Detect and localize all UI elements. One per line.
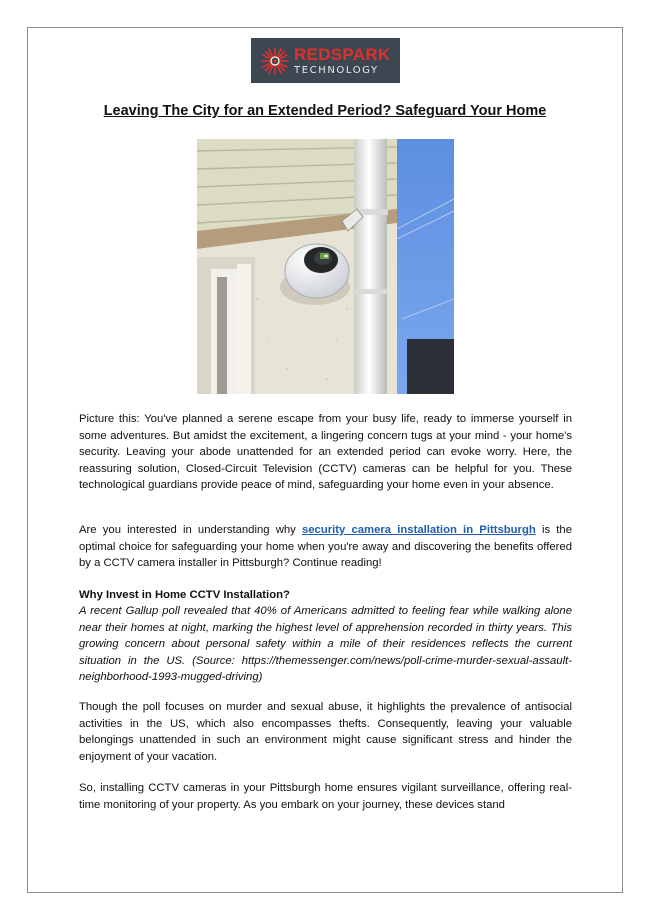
logo-subtitle: TECHNOLOGY [294,64,379,76]
poll-paragraph: Though the poll focuses on murder and sexual abuse, it highlights the prevalence of antisocial activities in the US, which also encompasses thefts. Consequently, leaving your valuable belongings unattended in such an environment might cause significant stress and hinder the enjoyment of your vacation. [79,701,572,763]
logo-word-red: RED [294,44,331,64]
security-camera-installation-link[interactable]: security camera installation in Pittsburgh [301,524,536,536]
gallup-quote: A recent Gallup poll revealed that 40% of Americans admitted to feeling fear while walking alone near their homes at night, marking the highest level of apprehension recorded in thirty years. This growing concern about personal safety within a mile of their residences reflects the current situation in the US. (Source: https://themessenger.com/news/poll-crime-murder-sexual-assault-neighborhood-1993-mugged-driving) [79,605,572,684]
logo-word-spark: SPARK [330,44,391,64]
spark-burst-icon [260,46,290,76]
interest-paragraph [79,522,572,572]
article-title: Leaving The City for an Extended Period? Safeguard Your Home [103,103,547,119]
interest-text-after: is the optimal choice for safeguarding your home when you're away and discovering the benefits offered by a CCTV camera installer in Pittsburgh? Continue reading! [79,524,572,570]
company-logo [251,38,400,83]
section-heading: Why Invest in Home CCTV Installation? [79,589,290,601]
interest-text-before: Are you interested in understanding why [79,524,302,536]
photo-illustration [197,139,454,394]
cctv-camera-photo [197,139,454,394]
intro-paragraph: Picture this: You've planned a serene escape from your busy life, ready to immerse yourself in some adventures. But amidst the excitement, a lingering concern tugs at your mind - your home's security. Leaving your abode unattended for an extended period can evoke worry. Here, the reassuring solution, Closed-Circuit Television (CCTV) cameras can be helpful for you. These technological guardians provide peace of mind, safeguarding your home even in your absence. [79,413,572,492]
installing-paragraph: So, installing CCTV cameras in your Pittsburgh home ensures vigilant surveillance, offering real-time monitoring of your property. As you embark on your journey, these devices stand [79,782,572,811]
logo-wordmark [294,46,391,63]
